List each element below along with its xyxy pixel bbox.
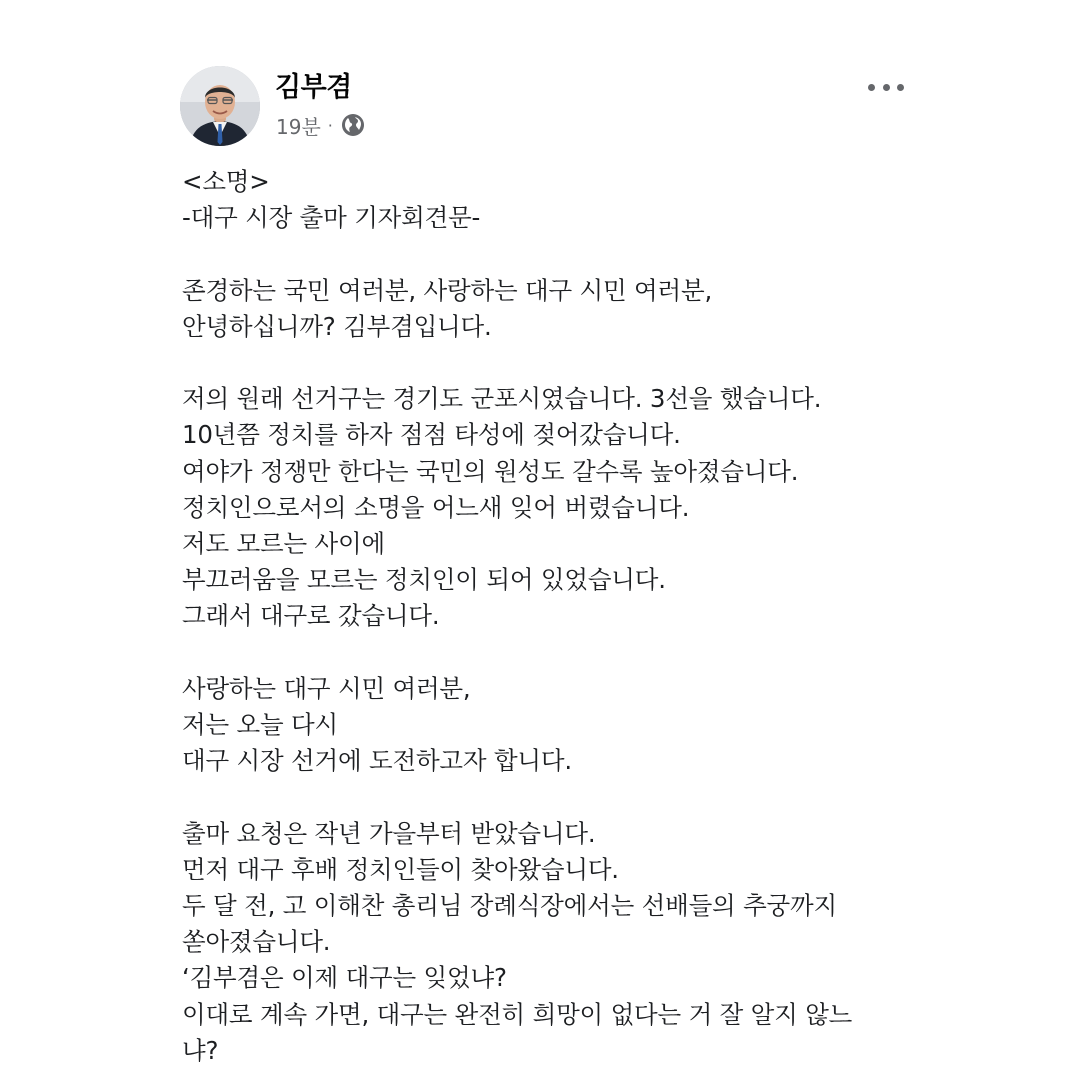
post-paragraph <box>182 273 922 345</box>
post-line: 냐? <box>182 1035 219 1065</box>
post-line: 대구 시장 선거에 도전하고자 합니다. <box>182 746 572 776</box>
globe-icon[interactable] <box>341 113 365 137</box>
post-line: 그래서 대구로 갔습니다. <box>182 601 440 631</box>
post-line: 쏟아졌습니다. <box>182 927 331 957</box>
post-line: -대구 시장 출마 기자회견문- <box>182 203 481 233</box>
post-line: 존경하는 국민 여러분, 사랑하는 대구 시민 여러분, <box>182 275 713 305</box>
post-meta <box>276 110 365 140</box>
post-line: 두 달 전, 고 이해찬 총리님 장례식장에서는 선배들의 추궁까지 <box>182 891 837 920</box>
post-paragraph <box>182 816 922 1069</box>
more-options-icon-dot <box>883 84 890 91</box>
post-paragraph <box>182 164 922 236</box>
post-line: <소명> <box>182 167 270 196</box>
post-time[interactable]: 19분 <box>276 114 321 139</box>
post-line: 여야가 정쟁만 한다는 국민의 원성도 갈수록 높아졌습니다. <box>182 456 799 486</box>
post-line: 저도 모르는 사이에 <box>182 529 385 558</box>
post-line: 안녕하십니까? 김부겸입니다. <box>182 311 492 341</box>
post-line: 저는 오늘 다시 <box>182 710 338 739</box>
author-name[interactable]: 김부겸 <box>275 72 352 103</box>
post-line: 저의 원래 선거구는 경기도 군포시였습니다. 3선을 했습니다. <box>182 384 822 414</box>
more-options-button[interactable] <box>868 72 904 102</box>
post-line: 이대로 계속 가면, 대구는 완전히 희망이 없다는 거 잘 알지 않느 <box>182 999 853 1029</box>
post-line: 10년쯤 정치를 하자 점점 타성에 젖어갔습니다. <box>182 420 681 450</box>
post-line: 출마 요청은 작년 가을부터 받았습니다. <box>182 818 596 848</box>
meta-separator: · <box>327 115 333 135</box>
post-line: 사랑하는 대구 시민 여러분, <box>182 673 471 703</box>
post-body <box>182 164 922 1069</box>
post-line: ‘김부겸은 이제 대구는 잊었냐? <box>182 963 507 993</box>
post-line: 정치인으로서의 소명을 어느새 잊어 버렸습니다. <box>182 492 690 522</box>
more-options-icon-dot <box>897 84 904 91</box>
post-paragraph <box>182 671 922 780</box>
profile-photo <box>180 66 260 146</box>
more-options-icon-dot <box>868 84 875 91</box>
avatar[interactable] <box>180 66 260 146</box>
post-line: 먼저 대구 후배 정치인들이 찾아왔습니다. <box>182 854 619 884</box>
post-line: 부끄러움을 모르는 정치인이 되어 있었습니다. <box>182 565 666 595</box>
post-header <box>180 66 910 148</box>
post-paragraph <box>182 381 922 634</box>
